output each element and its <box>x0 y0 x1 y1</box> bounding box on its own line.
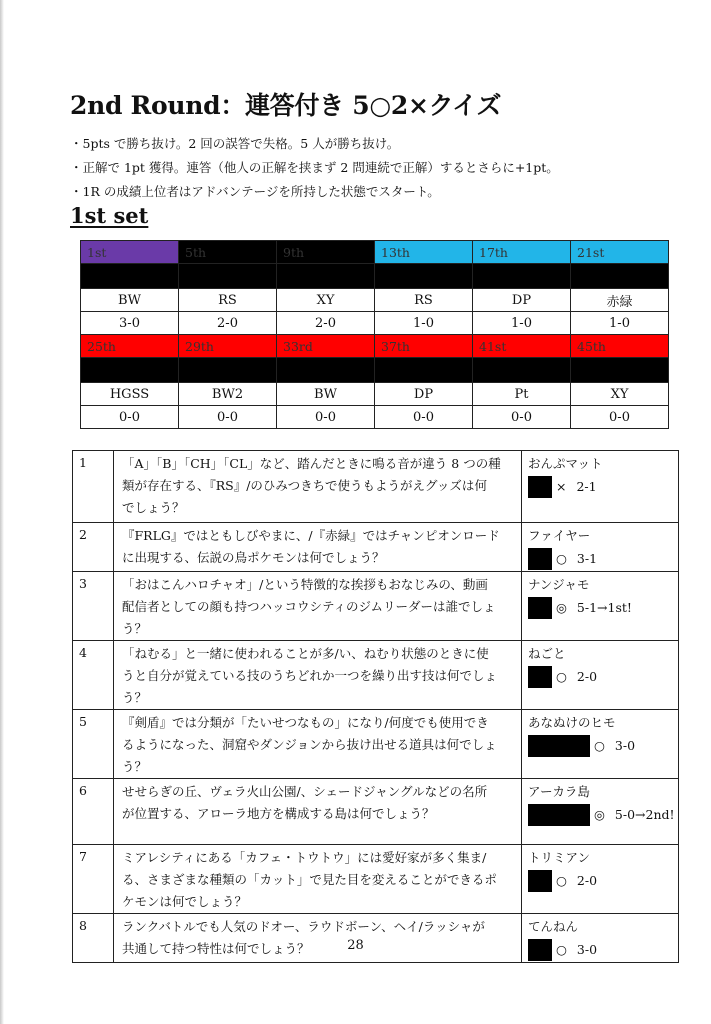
question-line: るようになった、洞窟やダンジョンから抜け出せる道具は何でしょ <box>122 737 497 752</box>
seat-score: 0-0 <box>81 406 179 429</box>
redaction-bar <box>528 735 590 757</box>
answer-text: あなぬけのヒモ <box>528 715 616 730</box>
score-result: 5-0→2nd! <box>614 807 675 822</box>
seat-rank: 17th <box>473 241 571 264</box>
answer-text: トリミアン <box>528 850 591 865</box>
question-number: 6 <box>73 779 114 845</box>
judgement-mark: ○ <box>594 738 605 753</box>
redaction-bar <box>528 548 552 570</box>
score-result: 2-1 <box>576 479 597 494</box>
answer-cell <box>522 572 679 641</box>
rule-item: ・1R の成績上位者はアドバンテージを所持した状態でスタート。 <box>70 184 440 199</box>
redaction-bar <box>81 264 178 288</box>
redaction-bar <box>528 804 590 826</box>
answer-result-line <box>528 734 678 758</box>
answer-cell <box>522 641 679 710</box>
question-line: 類が存在する、『RS』/のひみつきちで使うもようがえグッズは何 <box>122 478 487 493</box>
seat-rank: 41st <box>473 335 571 358</box>
question-number: 1 <box>73 451 114 523</box>
seat-rank: 1st <box>81 241 179 264</box>
question-row <box>73 572 679 641</box>
seat-rank: 45th <box>571 335 669 358</box>
seat-score: 0-0 <box>473 406 571 429</box>
question-line: 『剣盾』では分類が「たいせつなもの」になり/何度でも使用でき <box>122 715 489 730</box>
question-text <box>114 572 522 641</box>
seat-rank: 21st <box>571 241 669 264</box>
seat-table-row <box>81 241 669 264</box>
seat-redacted-name <box>179 264 277 289</box>
page-edge <box>0 0 4 1024</box>
redaction-bar <box>81 358 178 382</box>
question-row <box>73 779 679 845</box>
question-line: 共通して持つ特性は何でしょう？ <box>122 941 310 956</box>
redaction-bar <box>528 476 552 498</box>
question-line: ミアレシティにある「カフェ・トウトウ」には愛好家が多く集ま/ <box>122 850 487 865</box>
score-result: 3-0 <box>614 738 636 753</box>
question-line: 『FRLG』ではともしびやまに、/『赤緑』ではチャンピオンロード <box>122 528 500 543</box>
redaction-bar <box>179 358 276 382</box>
question-table <box>72 450 679 963</box>
question-text <box>114 523 522 572</box>
seat-score: 2-0 <box>277 312 375 335</box>
question-line: ケモンは何でしょう？ <box>122 894 248 909</box>
seat-rank: 5th <box>179 241 277 264</box>
question-row <box>73 451 679 523</box>
answer-result-line <box>528 596 678 620</box>
seat-table <box>80 240 669 429</box>
answer-text: てんねん <box>528 919 579 934</box>
answer-cell <box>522 779 679 845</box>
answer-result-line <box>528 547 678 571</box>
judgement-mark: ○ <box>556 873 567 888</box>
redaction-bar <box>277 358 374 382</box>
rules-list <box>70 132 559 204</box>
question-row <box>73 710 679 779</box>
question-number: 8 <box>73 914 114 963</box>
redaction-bar <box>473 358 570 382</box>
redaction-bar <box>528 597 552 619</box>
seat-score: 0-0 <box>375 406 473 429</box>
question-number: 2 <box>73 523 114 572</box>
answer-result-line <box>528 803 678 827</box>
answer-result-line <box>528 869 678 893</box>
question-number: 4 <box>73 641 114 710</box>
seat-game: DP <box>375 383 473 406</box>
seat-game: RS <box>375 289 473 312</box>
seat-game: DP <box>473 289 571 312</box>
seat-score: 3-0 <box>81 312 179 335</box>
question-number: 7 <box>73 845 114 914</box>
set-title: 1st set <box>70 203 149 228</box>
seat-score: 1-0 <box>571 312 669 335</box>
answer-cell <box>522 451 679 523</box>
question-line: 「ねむる」と一緒に使われることが多/い、ねむり状態のときに使 <box>122 646 489 661</box>
question-line: う？ <box>122 621 148 636</box>
answer-result-line <box>528 475 678 499</box>
question-line: ランクバトルでも人気のドオー、ラウドボーン、ヘイ/ラッシャが <box>122 919 485 934</box>
redaction-bar <box>528 666 552 688</box>
seat-table-row <box>81 383 669 406</box>
judgement-mark: ○ <box>556 942 567 957</box>
question-line: うと自分が覚えている技のうちどれか一つを繰り出す技は何でしょ <box>122 668 498 683</box>
judgement-mark: ○ <box>556 551 567 566</box>
seat-rank: 33rd <box>277 335 375 358</box>
answer-text: アーカラ島 <box>528 784 590 799</box>
seat-redacted-name <box>81 264 179 289</box>
question-line: う？ <box>122 690 148 705</box>
redaction-bar <box>528 870 552 892</box>
seat-redacted-name <box>81 358 179 383</box>
seat-game: BW <box>277 383 375 406</box>
score-result: 5-1→1st! <box>576 600 632 615</box>
seat-game: XY <box>571 383 669 406</box>
question-text <box>114 451 522 523</box>
question-text <box>114 779 522 845</box>
rule-item: ・正解で 1pt 獲得。連答（他人の正解を挟まず 2 問連続で正解）するとさらに+1pt。 <box>70 160 559 175</box>
judgement-mark: × <box>556 479 567 494</box>
round-title: 2nd Round：連答付き 5○2×クイズ <box>70 91 502 120</box>
question-line: 配信者としての顔も持つハッコウシティのジムリーダーは誰でしょ <box>122 599 496 614</box>
seat-table-row <box>81 358 669 383</box>
seat-redacted-name <box>571 264 669 289</box>
answer-text: ねごと <box>528 646 566 661</box>
seat-score: 0-0 <box>179 406 277 429</box>
question-line: 「おはこんハロチャオ」/という特徴的な挨拶もおなじみの、動画 <box>122 577 488 592</box>
question-line: 「A」「B」「CH」「CL」など、踏んだときに鳴る音が違う 8 つの種 <box>122 456 501 471</box>
question-line: でしょう？ <box>122 500 185 515</box>
redaction-bar <box>375 264 472 288</box>
seat-redacted-name <box>375 358 473 383</box>
answer-cell <box>522 845 679 914</box>
seat-redacted-name <box>277 264 375 289</box>
seat-game: BW <box>81 289 179 312</box>
question-text <box>114 641 522 710</box>
seat-rank: 13th <box>375 241 473 264</box>
redaction-bar <box>375 358 472 382</box>
question-line: せせらぎの丘、ヴェラ火山公園/、シェードジャングルなどの名所 <box>122 784 488 799</box>
seat-redacted-name <box>473 358 571 383</box>
answer-text: ナンジャモ <box>528 577 590 592</box>
judgement-mark: ◎ <box>556 600 567 615</box>
seat-table-row <box>81 312 669 335</box>
seat-game: XY <box>277 289 375 312</box>
score-result: 2-0 <box>576 873 598 888</box>
rule-item: ・5pts で勝ち抜け。2 回の誤答で失格。5 人が勝ち抜け。 <box>70 136 400 151</box>
seat-rank: 29th <box>179 335 277 358</box>
judgement-mark: ◎ <box>594 807 605 822</box>
redaction-bar <box>571 264 668 288</box>
answer-text: ファイヤー <box>528 528 591 543</box>
seat-score: 1-0 <box>375 312 473 335</box>
question-row <box>73 523 679 572</box>
seat-game: RS <box>179 289 277 312</box>
seat-table-row <box>81 335 669 358</box>
seat-game: BW2 <box>179 383 277 406</box>
seat-redacted-name <box>375 264 473 289</box>
answer-text: おんぷマット <box>528 456 603 471</box>
question-line: る、さまざまな種類の「カット」で見た目を変えることができるポ <box>122 872 497 887</box>
seat-score: 1-0 <box>473 312 571 335</box>
seat-game: Pt <box>473 383 571 406</box>
page-number: 28 <box>347 938 364 953</box>
question-number: 3 <box>73 572 114 641</box>
redaction-bar <box>571 358 668 382</box>
answer-cell <box>522 710 679 779</box>
seat-redacted-name <box>473 264 571 289</box>
question-row <box>73 845 679 914</box>
seat-redacted-name <box>571 358 669 383</box>
question-line: に出現する、伝説の鳥ポケモンは何でしょう？ <box>122 550 385 565</box>
question-text <box>114 710 522 779</box>
seat-game: HGSS <box>81 383 179 406</box>
answer-result-line <box>528 665 678 689</box>
seat-table-row <box>81 264 669 289</box>
seat-redacted-name <box>179 358 277 383</box>
redaction-bar <box>179 264 276 288</box>
seat-rank: 25th <box>81 335 179 358</box>
judgement-mark: ○ <box>556 669 567 684</box>
seat-rank: 9th <box>277 241 375 264</box>
seat-game: 赤緑 <box>571 289 669 312</box>
score-result: 3-0 <box>576 942 598 957</box>
question-row <box>73 641 679 710</box>
question-line: が位置する、アローラ地方を構成する島は何でしょう？ <box>122 806 435 821</box>
redaction-bar <box>277 264 374 288</box>
answer-cell <box>522 523 679 572</box>
seat-table-row <box>81 289 669 312</box>
seat-rank: 37th <box>375 335 473 358</box>
seat-score: 2-0 <box>179 312 277 335</box>
question-line: う？ <box>122 759 148 774</box>
seat-table-row <box>81 406 669 429</box>
question-number: 5 <box>73 710 114 779</box>
seat-score: 0-0 <box>277 406 375 429</box>
seat-redacted-name <box>277 358 375 383</box>
score-result: 3-1 <box>576 551 598 566</box>
score-result: 2-0 <box>576 669 598 684</box>
redaction-bar <box>473 264 570 288</box>
question-text <box>114 845 522 914</box>
seat-score: 0-0 <box>571 406 669 429</box>
